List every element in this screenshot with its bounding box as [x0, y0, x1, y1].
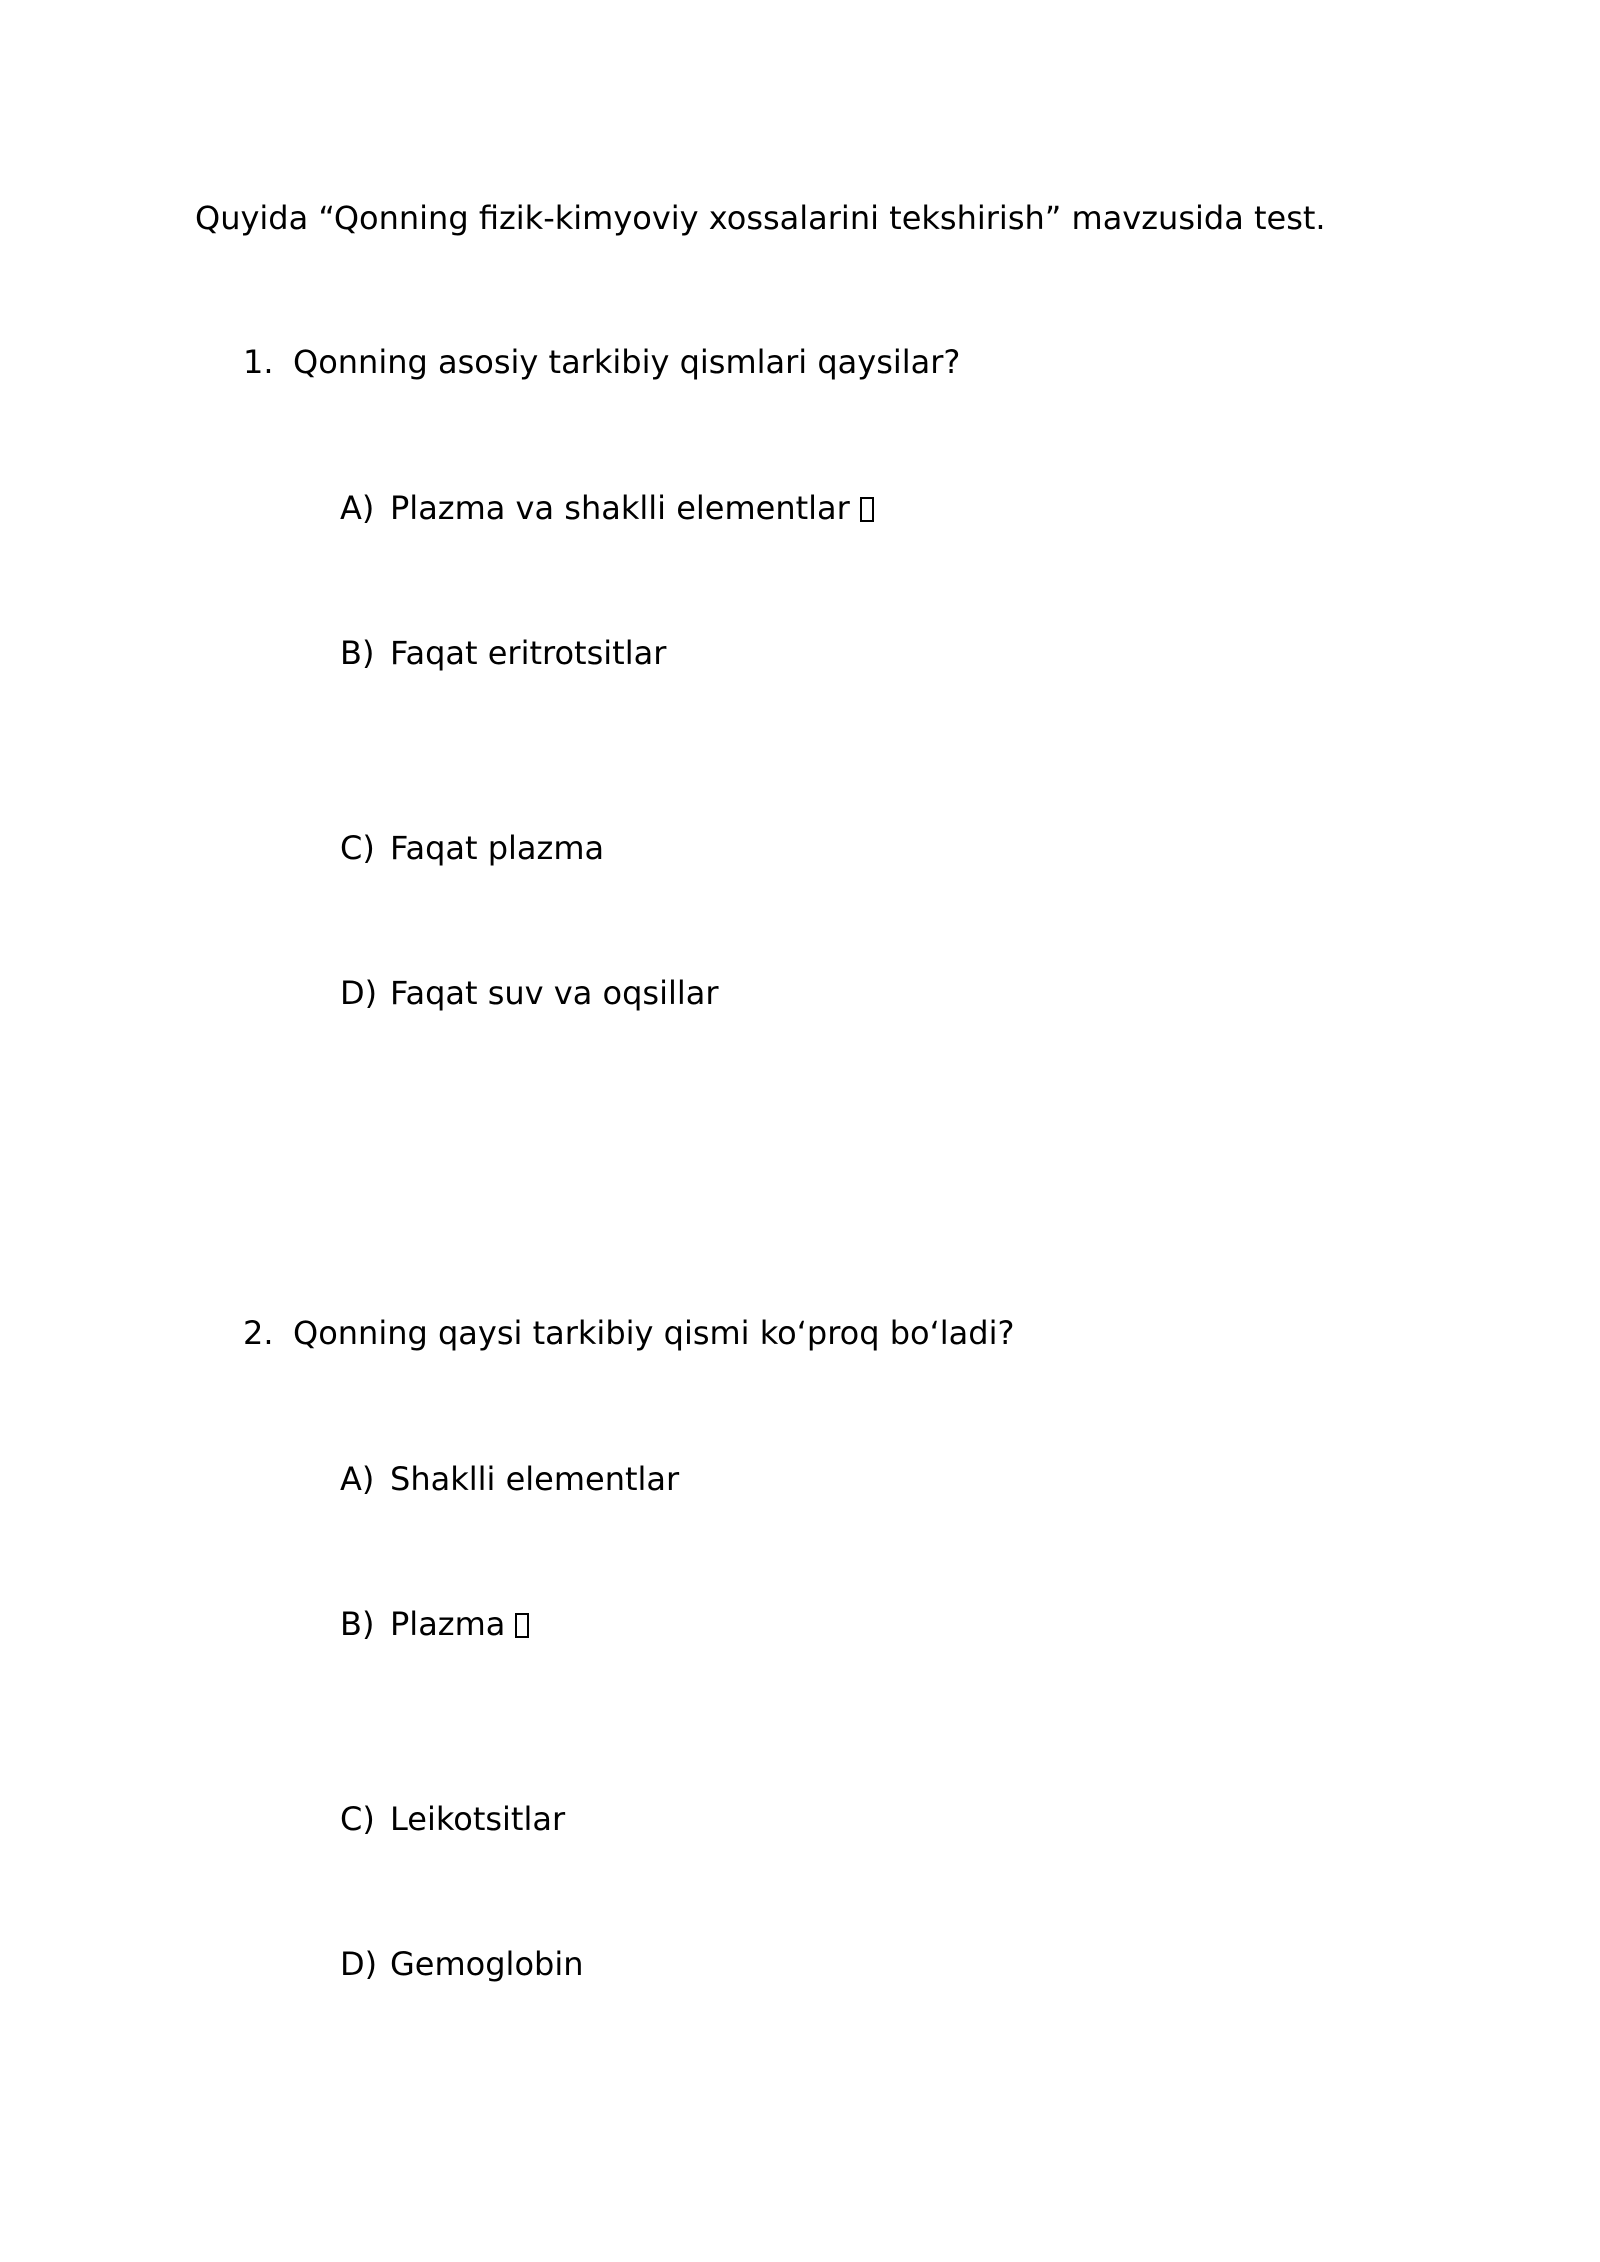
- option-text: Shaklli elementlar: [390, 1460, 680, 1498]
- question-1-option-d: [340, 971, 719, 1015]
- option-letter: B): [340, 1605, 375, 1643]
- option-letter: D): [340, 974, 378, 1012]
- option-text: Gemoglobin: [390, 1945, 584, 1983]
- option-letter: C): [340, 829, 375, 867]
- question-text: Qonning qaysi tarkibiy qismi ko‘proq bo‘ladi?: [293, 1314, 1015, 1352]
- option-letter: D): [340, 1945, 378, 1983]
- question-1-option-c: [340, 826, 604, 870]
- question-2-option-c: [340, 1797, 565, 1841]
- option-letter: A): [340, 489, 375, 527]
- question-2-option-b: [340, 1602, 529, 1646]
- question-2-option-a: [340, 1457, 679, 1501]
- option-text: Faqat plazma: [390, 829, 605, 867]
- intro-text: Quyida “Qonning fizik-kimyoviy xossalarini tekshirish” mavzusida test.: [195, 199, 1326, 237]
- question-1-option-a: [340, 486, 874, 530]
- option-letter: B): [340, 634, 375, 672]
- option-letter: A): [340, 1460, 375, 1498]
- question-2: [243, 1311, 1014, 1355]
- option-text: Plazma: [390, 1605, 506, 1643]
- question-1-option-b: [340, 631, 666, 675]
- answer-mark-icon: [860, 497, 874, 522]
- option-text: Plazma va shaklli elementlar: [390, 489, 850, 527]
- question-2-option-d: [340, 1942, 584, 1986]
- question-number: 1.: [243, 343, 274, 381]
- question-text: Qonning asosiy tarkibiy qismlari qaysilar?: [293, 343, 961, 381]
- option-text: Leikotsitlar: [390, 1800, 566, 1838]
- question-1: [243, 340, 960, 384]
- answer-mark-icon: [515, 1613, 529, 1638]
- option-text: Faqat suv va oqsillar: [390, 974, 719, 1012]
- question-number: 2.: [243, 1314, 274, 1352]
- option-text: Faqat eritrotsitlar: [390, 634, 667, 672]
- option-letter: C): [340, 1800, 375, 1838]
